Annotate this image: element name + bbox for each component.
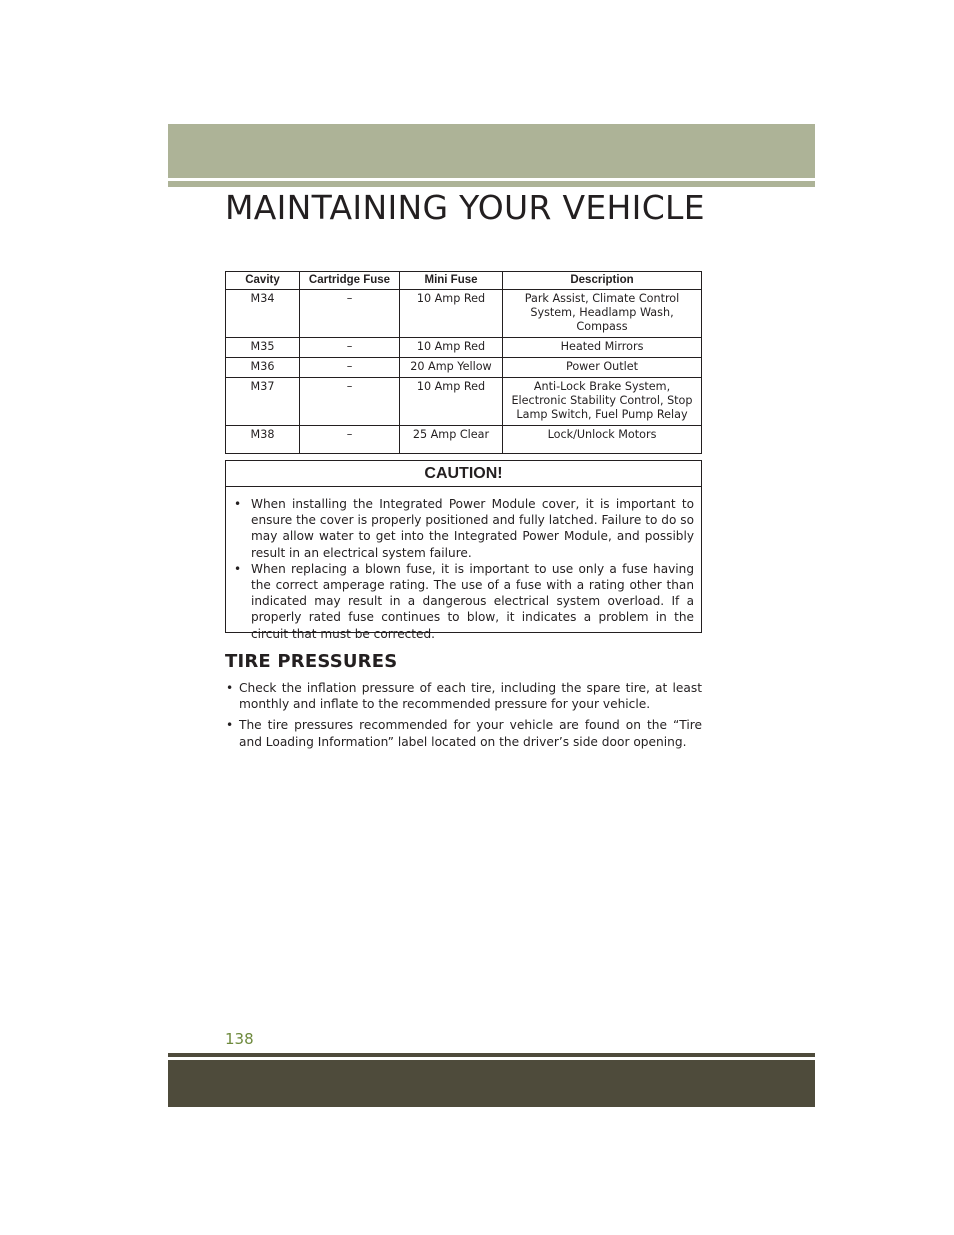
footer-band — [168, 1060, 815, 1107]
table-row — [226, 378, 702, 426]
bullet-icon: • — [226, 681, 234, 695]
table-row — [226, 338, 702, 358]
caution-box — [225, 460, 702, 641]
cavity-cell: M34 — [226, 290, 300, 338]
mini-fuse-cell: 10 Amp Red — [400, 378, 503, 426]
description-cell: Park Assist, Climate Control System, Headlamp Wash, Compass — [503, 290, 702, 338]
description-cell: Power Outlet — [503, 358, 702, 378]
caution-item — [234, 561, 694, 642]
list-item-text: The tire pressures recommended for your vehicle are found on the “Tire and Loading Information” label located on the driver’s side door opening. — [239, 718, 702, 749]
cartridge-fuse-cell: – — [300, 426, 400, 454]
caution-item-text: When replacing a blown fuse, it is important to use only a fuse having the correct amperage rating. The use of a fuse with a rating other than indicated may result in a dangerous electrical system overload. If a properly rated fuse continues to blow, it indicates a problem in the circuit that must be corrected. — [251, 561, 694, 641]
table-row — [226, 290, 702, 338]
caution-item — [234, 496, 694, 561]
column-header-mini-fuse: Mini Fuse — [400, 272, 503, 290]
tire-pressure-list — [225, 680, 702, 755]
footer-stripe — [168, 1053, 815, 1057]
header-band — [168, 124, 815, 178]
cavity-cell: M35 — [226, 338, 300, 358]
page-title: MAINTAINING YOUR VEHICLE — [225, 188, 705, 227]
caution-title: CAUTION! — [226, 461, 701, 487]
list-item — [225, 717, 702, 749]
cartridge-fuse-cell: – — [300, 358, 400, 378]
table-row — [226, 426, 702, 454]
column-header-description: Description — [503, 272, 702, 290]
description-cell: Heated Mirrors — [503, 338, 702, 358]
description-cell: Anti-Lock Brake System, Electronic Stability Control, Stop Lamp Switch, Fuel Pump Relay — [503, 378, 702, 426]
mini-fuse-cell: 10 Amp Red — [400, 290, 503, 338]
page-number: 138 — [225, 1030, 254, 1048]
bullet-icon: • — [226, 718, 234, 733]
cartridge-fuse-cell: – — [300, 378, 400, 426]
bullet-icon: • — [234, 561, 242, 576]
mini-fuse-cell: 20 Amp Yellow — [400, 358, 503, 378]
cartridge-fuse-cell: – — [300, 290, 400, 338]
caution-item-text: When installing the Integrated Power Module cover, it is important to ensure the cover is properly positioned and fully latched. Failure to do so may allow water to get into the Integrated Power Module, and possibly result in an electrical system failure. — [251, 497, 694, 560]
caution-list — [234, 496, 694, 642]
description-cell: Lock/Unlock Motors — [503, 426, 702, 454]
table-row — [226, 358, 702, 378]
column-header-cartridge-fuse: Cartridge Fuse — [300, 272, 400, 290]
list-item-text: Check the inflation pressure of each tire, including the spare tire, at least monthly and inflate to the recommended pressure for your vehicle. — [239, 681, 702, 712]
cavity-cell: M37 — [226, 378, 300, 426]
cartridge-fuse-cell: – — [300, 338, 400, 358]
section-heading: TIRE PRESSURES — [225, 651, 398, 672]
cavity-cell: M38 — [226, 426, 300, 454]
fuse-table — [225, 271, 702, 454]
bullet-icon: • — [234, 497, 242, 511]
column-header-cavity: Cavity — [226, 272, 300, 290]
list-item — [225, 680, 702, 712]
mini-fuse-cell: 10 Amp Red — [400, 338, 503, 358]
table-header-row — [226, 272, 702, 290]
header-stripe — [168, 181, 815, 187]
mini-fuse-cell: 25 Amp Clear — [400, 426, 503, 454]
cavity-cell: M36 — [226, 358, 300, 378]
